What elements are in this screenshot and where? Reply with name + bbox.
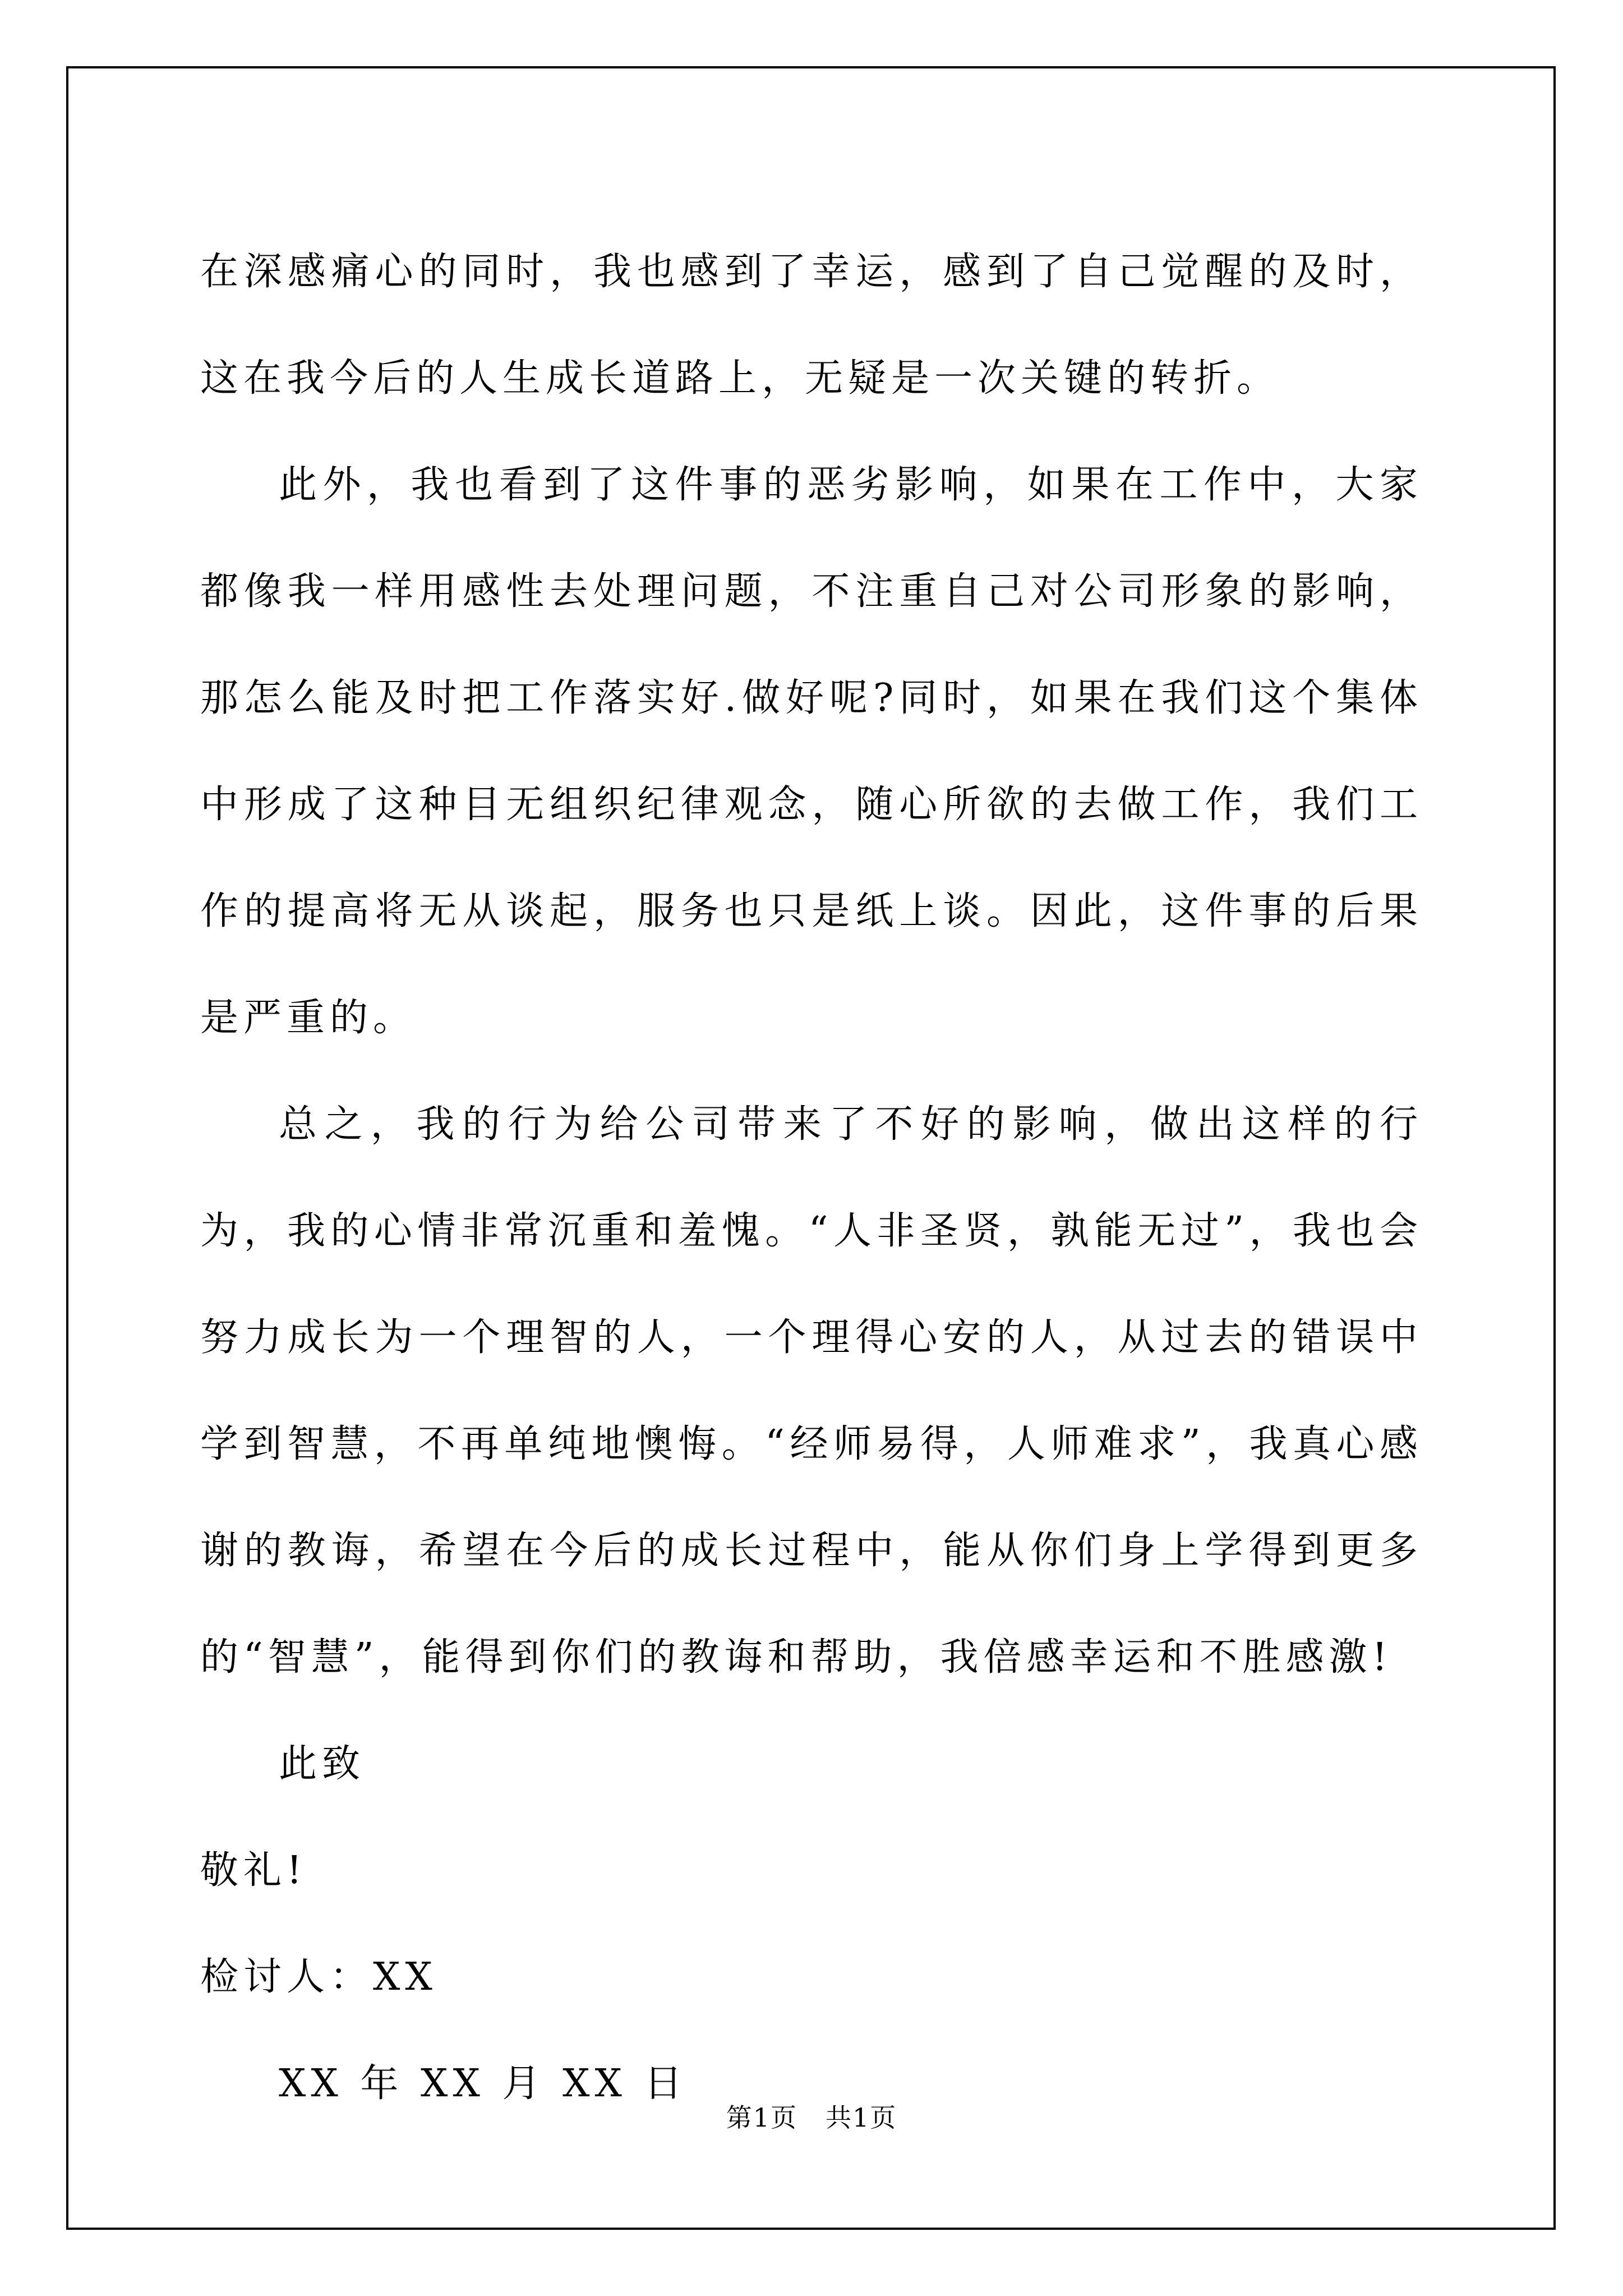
page-footer	[0, 2101, 1623, 2134]
date-line: XX 年 XX 月 XX 日	[279, 2062, 688, 2106]
letter-body	[200, 219, 1423, 2137]
paragraph-2: 此外，我也看到了这件事的恶劣影响，如果在工作中，大家都像我一样用感性去处理问题，不注重自己对公司形象的影响，那怎么能及时把工作落实好.做好呢?同时，如果在我们这个集体中形成了这种目无组织纪律观念，随心所欲的去做工作，我们工作的提高将无从谈起，服务也只是纸上谈。因此，这件事的后果是严重的。	[200, 463, 1423, 1040]
paragraph-3: 总之，我的行为给公司带来了不好的影响，做出这样的行为，我的心情非常沉重和羞愧。“人非圣贤，孰能无过”，我也会努力成长为一个理智的人，一个理得心安的人，从过去的错误中学到智慧，不再单纯地懊悔。“经师易得，人师难求”，我真心感谢的教诲，希望在今后的成长过程中，能从你们身上学得到更多的“智慧”，能得到你们的教诲和帮助，我倍感幸运和不胜感激!	[200, 1102, 1423, 1680]
paragraph-1: 在深感痛心的同时，我也感到了幸运，感到了自己觉醒的及时，这在我今后的人生成长道路上，无疑是一次关键的转折。	[200, 250, 1423, 401]
salute-line: 敬礼!	[200, 1848, 307, 1893]
page-number: 第1页	[726, 2102, 797, 2133]
signature-line: 检讨人：XX	[200, 1955, 437, 1999]
closing-line: 此致	[279, 1742, 366, 1786]
page-total: 共1页	[826, 2102, 897, 2133]
